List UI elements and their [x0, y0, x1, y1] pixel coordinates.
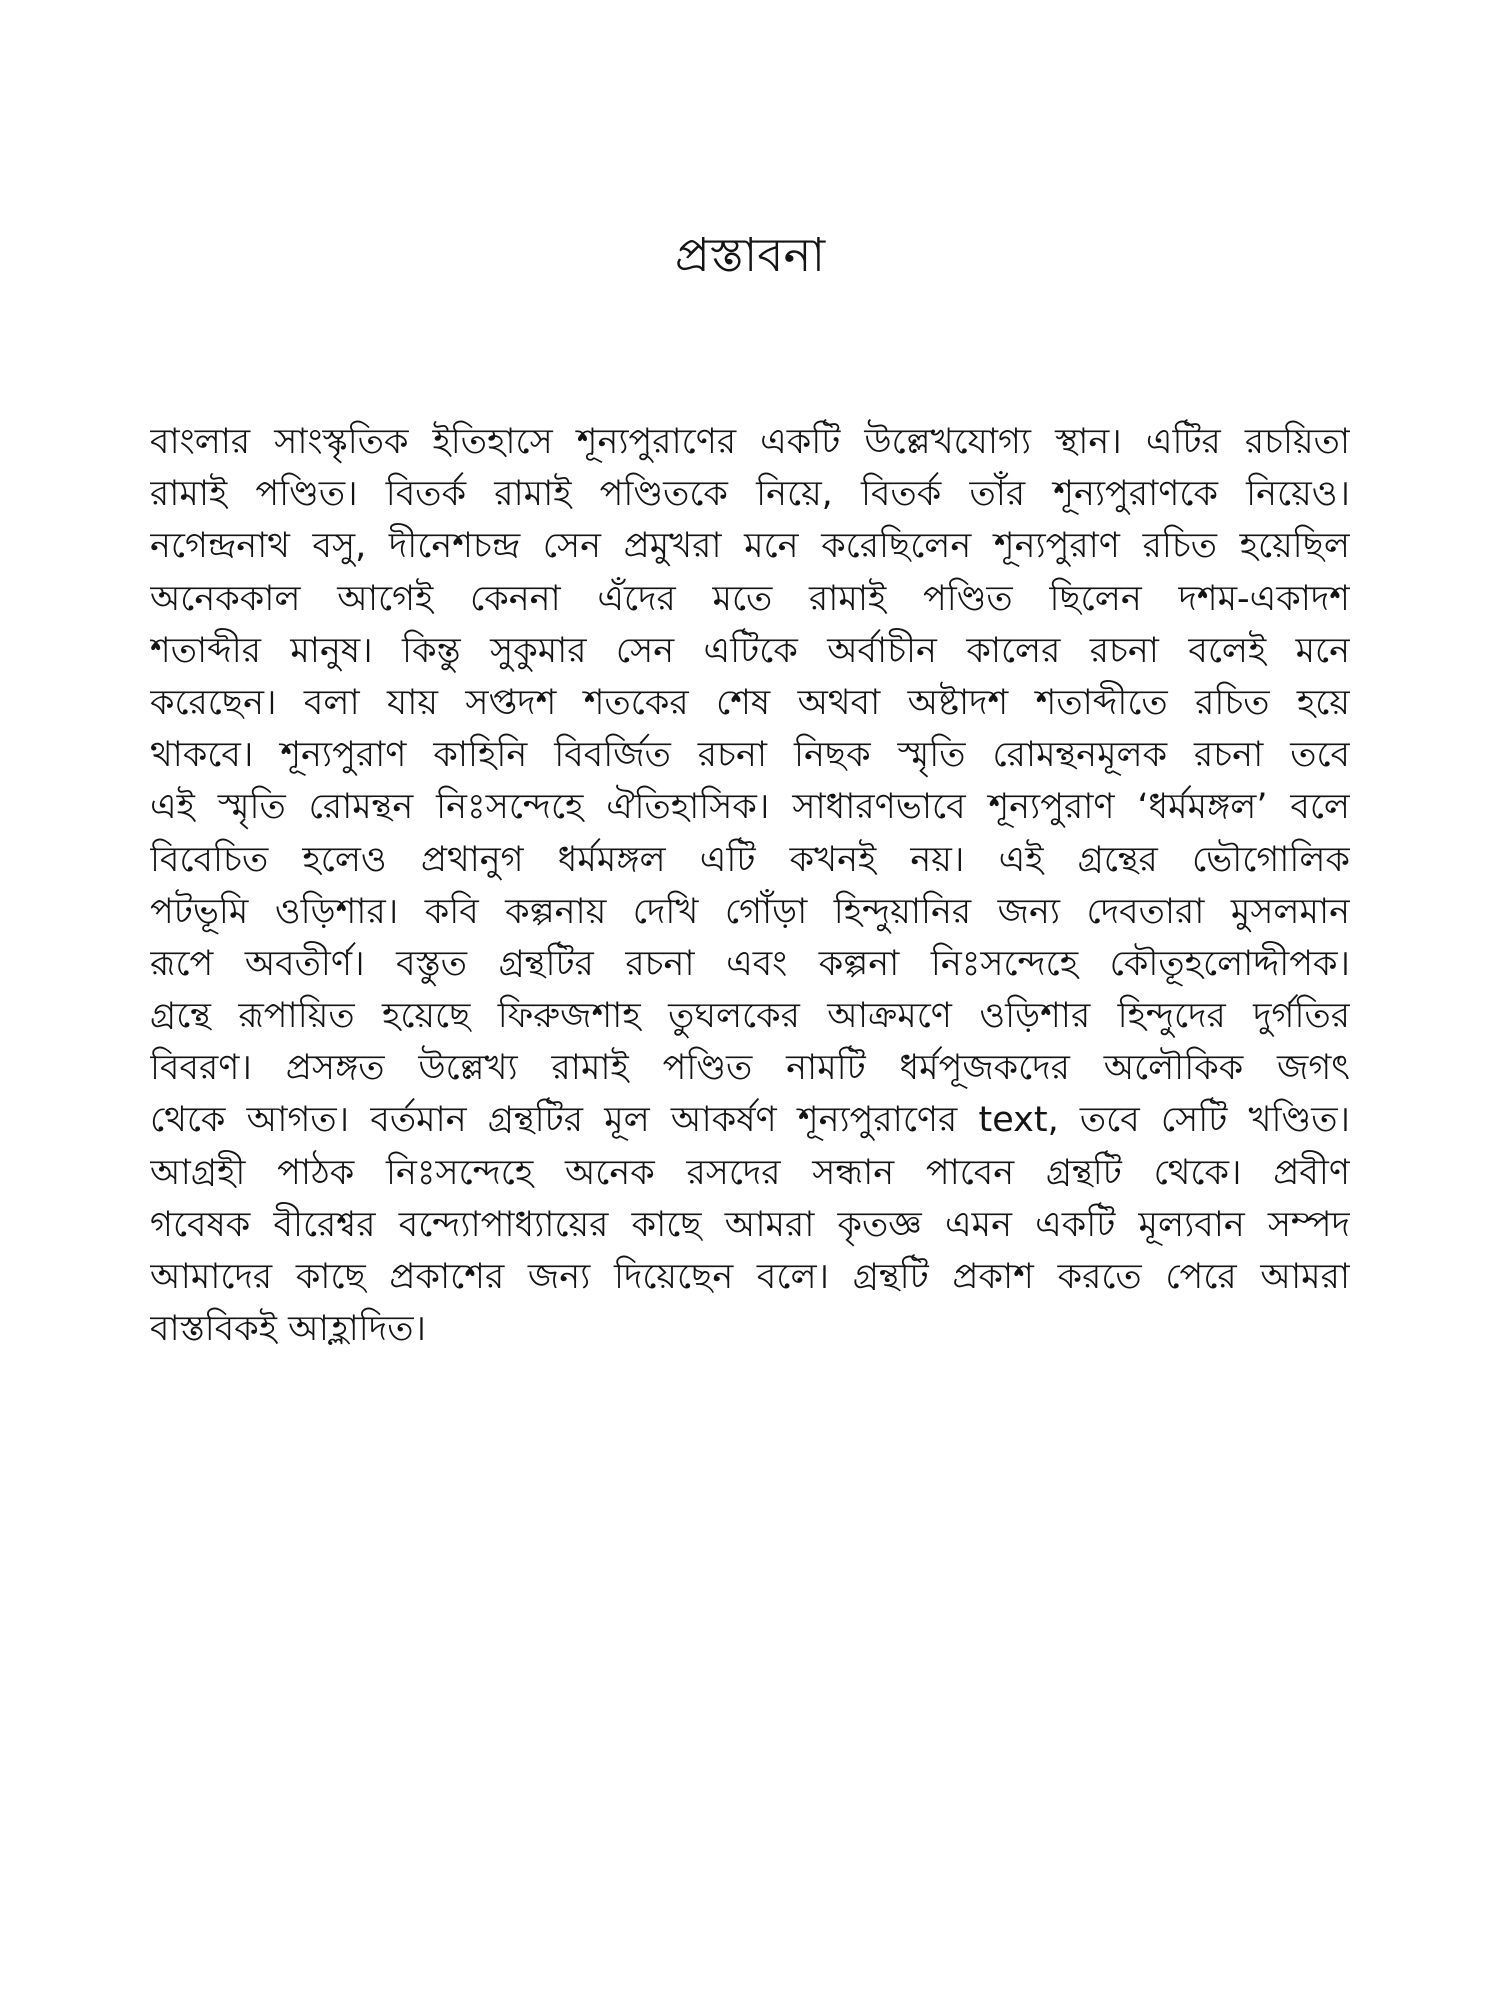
paragraph-line: রামাই পণ্ডিত। বিতর্ক রামাই পণ্ডিতকে নিয়ে, বিতর্ক তাঁর শূন্যপুরাণকে নিয়েও। — [150, 474, 1350, 515]
paragraph-line: বাংলার সাংস্কৃতিক ইতিহাসে শূন্যপুরাণের একটি উল্লেখযোগ্য স্থান। এটির রচয়িতা — [150, 422, 1350, 462]
paragraph-line: করেছেন। বলা যায় সপ্তদশ শতকের শেষ অথবা অষ্টাদশ শতাব্দীতে রচিত হয়ে — [150, 682, 1350, 723]
paragraph-line: বাস্তবিকই আহ্লাদিত। — [150, 1309, 426, 1350]
paragraph-line: অনেককাল আগেই কেননা এঁদের মতে রামাই পণ্ডিত ছিলেন দশম-একাদশ — [150, 578, 1350, 619]
page-title: প্রস্তাবনা — [674, 228, 826, 283]
paragraph-line: নগেন্দ্রনাথ বসু, দীনেশচন্দ্র সেন প্রমুখরা মনে করেছিলেন শূন্যপুরাণ রচিত হয়েছিল — [150, 526, 1350, 567]
preface-paragraph — [150, 416, 1350, 1355]
paragraph-line: বিবরণ। প্রসঙ্গত উল্লেখ্য রামাই পণ্ডিত নামটি ধর্মপূজকদের অলৌকিক জগৎ — [150, 1048, 1350, 1089]
paragraph-line: রূপে অবতীর্ণ। বস্তুত গ্রন্থটির রচনা এবং কল্পনা নিঃসন্দেহে কৌতূহলোদ্দীপক। — [150, 943, 1350, 984]
paragraph-line: থেকে আগত। বর্তমান গ্রন্থটির মূল আকর্ষণ শূন্যপুরাণের text, তবে সেটি খণ্ডিত। — [150, 1100, 1350, 1141]
paragraph-line: গ্রন্থে রূপায়িত হয়েছে ফিরুজশাহ তুঘলকের আক্রমণে ওড়িশার হিন্দুদের দুর্গতির — [150, 996, 1350, 1037]
paragraph-line: গবেষক বীরেশ্বর বন্দ্যোপাধ্যায়ের কাছে আমরা কৃতজ্ঞ এমন একটি মূল্যবান সম্পদ — [150, 1204, 1350, 1245]
paragraph-line: বিবেচিত হলেও প্রথানুগ ধর্মমঙ্গল এটি কখনই নয়। এই গ্রন্থের ভৌগোলিক — [150, 839, 1350, 880]
paragraph-line: শতাব্দীর মানুষ। কিন্তু সুকুমার সেন এটিকে অর্বাচীন কালের রচনা বলেই মনে — [150, 630, 1350, 671]
paragraph-line: আমাদের কাছে প্রকাশের জন্য দিয়েছেন বলে। গ্রন্থটি প্রকাশ করতে পেরে আমরা — [150, 1257, 1350, 1297]
paragraph-line: আগ্রহী পাঠক নিঃসন্দেহে অনেক রসদের সন্ধান পাবেন গ্রন্থটি থেকে। প্রবীণ — [150, 1152, 1350, 1193]
paragraph-line: পটভূমি ওড়িশার। কবি কল্পনায় দেখি গোঁড়া হিন্দুয়ানির জন্য দেবতারা মুসলমান — [150, 891, 1350, 932]
paragraph-line: থাকবে। শূন্যপুরাণ কাহিনি বিবর্জিত রচনা নিছক স্মৃতি রোমন্থনমূলক রচনা তবে — [150, 735, 1350, 776]
paragraph-line: এই স্মৃতি রোমন্থন নিঃসন্দেহে ঐতিহাসিক। সাধারণভাবে শূন্যপুরাণ ‘ধর্মমঙ্গল’ বলে — [150, 787, 1350, 828]
